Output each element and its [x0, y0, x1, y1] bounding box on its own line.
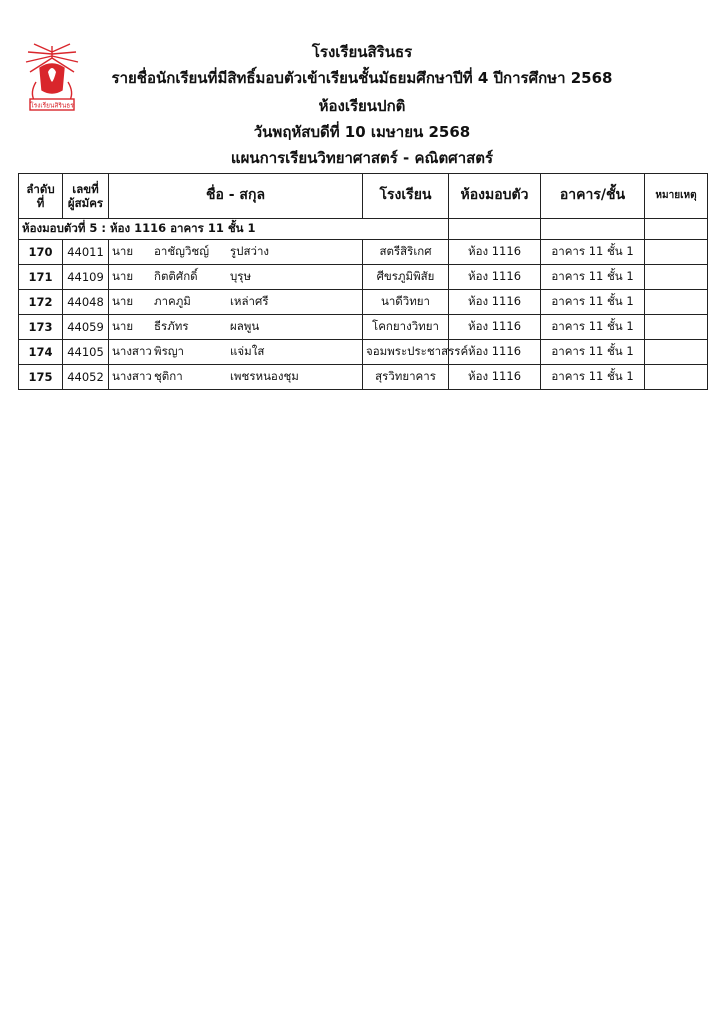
cell-no: 172 — [19, 290, 63, 315]
table-header-row — [19, 174, 708, 219]
cell-building: อาคาร 11 ชั้น 1 — [541, 315, 645, 340]
cell-id: 44109 — [63, 265, 109, 290]
table-row — [19, 365, 708, 390]
cell-note — [645, 340, 708, 365]
cell-no: 173 — [19, 315, 63, 340]
cell-no: 175 — [19, 365, 63, 390]
cell-no: 174 — [19, 340, 63, 365]
cell-room: ห้อง 1116 — [449, 365, 541, 390]
cell-id: 44011 — [63, 240, 109, 265]
col-no: ลำดับ ที่ — [19, 174, 63, 219]
cell-school: ศีขรภูมิพิสัย — [363, 265, 449, 290]
cell-no: 171 — [19, 265, 63, 290]
cell-building: อาคาร 11 ชั้น 1 — [541, 240, 645, 265]
cell-name: นาย กิตติศักดิ์ บุรุษ — [109, 265, 363, 290]
cell-building: อาคาร 11 ชั้น 1 — [541, 290, 645, 315]
table-row — [19, 290, 708, 315]
cell-note — [645, 290, 708, 315]
group-label: ห้องมอบตัวที่ 5 : ห้อง 1116 อาคาร 11 ชั้น 1 — [19, 219, 449, 240]
cell-id: 44059 — [63, 315, 109, 340]
page-title: รายชื่อนักเรียนที่มีสิทธิ์มอบตัวเข้าเรียนชั้นมัธยมศึกษาปีที่ 4 ปีการศึกษา 2568 — [111, 69, 613, 87]
cell-note — [645, 240, 708, 265]
col-room: ห้องมอบตัว — [449, 174, 541, 219]
study-program: แผนการเรียนวิทยาศาสตร์ - คณิตศาสตร์ — [230, 149, 494, 167]
cell-room: ห้อง 1116 — [449, 265, 541, 290]
emblem-text: โรงเรียนสิรินธร — [30, 102, 74, 110]
table-row — [19, 315, 708, 340]
table-row — [19, 265, 708, 290]
cell-school: นาดีวิทยา — [363, 290, 449, 315]
cell-building: อาคาร 11 ชั้น 1 — [541, 365, 645, 390]
group-row — [19, 219, 708, 240]
cell-room: ห้อง 1116 — [449, 290, 541, 315]
cell-room: ห้อง 1116 — [449, 240, 541, 265]
cell-school: โคกยางวิทยา — [363, 315, 449, 340]
cell-name: นางสาว พิรญา แจ่มใส — [109, 340, 363, 365]
col-school: โรงเรียน — [363, 174, 449, 219]
cell-id: 44105 — [63, 340, 109, 365]
col-name: ชื่อ - สกุล — [109, 174, 363, 219]
cell-room: ห้อง 1116 — [449, 315, 541, 340]
cell-no: 170 — [19, 240, 63, 265]
cell-note — [645, 265, 708, 290]
table-row — [19, 340, 708, 365]
cell-name: นางสาว ชุติกา เพชรหนองชุม — [109, 365, 363, 390]
cell-id: 44052 — [63, 365, 109, 390]
cell-building: อาคาร 11 ชั้น 1 — [541, 340, 645, 365]
cell-name: นาย ธีรภัทร ผลพูน — [109, 315, 363, 340]
cell-school: จอมพระประชาสรรค์ — [363, 340, 449, 365]
cell-building: อาคาร 11 ชั้น 1 — [541, 265, 645, 290]
cell-school: สุรวิทยาคาร — [363, 365, 449, 390]
school-name: โรงเรียนสิรินธร — [311, 43, 413, 61]
col-building: อาคาร/ชั้น — [541, 174, 645, 219]
cell-room: ห้อง 1116 — [449, 340, 541, 365]
classroom-type: ห้องเรียนปกติ — [318, 97, 406, 115]
student-table — [18, 173, 708, 390]
cell-note — [645, 315, 708, 340]
cell-school: สตรีสิริเกศ — [363, 240, 449, 265]
table-row — [19, 240, 708, 265]
cell-name: นาย ภาคภูมิ เหล่าศรี — [109, 290, 363, 315]
col-applicant-id: เลขที่ ผู้สมัคร — [63, 174, 109, 219]
cell-id: 44048 — [63, 290, 109, 315]
cell-note — [645, 365, 708, 390]
col-note: หมายเหตุ — [645, 174, 708, 219]
cell-name: นาย อาชัญวิชญ์ รูปสว่าง — [109, 240, 363, 265]
report-date: วันพฤหัสบดีที่ 10 เมษายน 2568 — [253, 123, 471, 141]
